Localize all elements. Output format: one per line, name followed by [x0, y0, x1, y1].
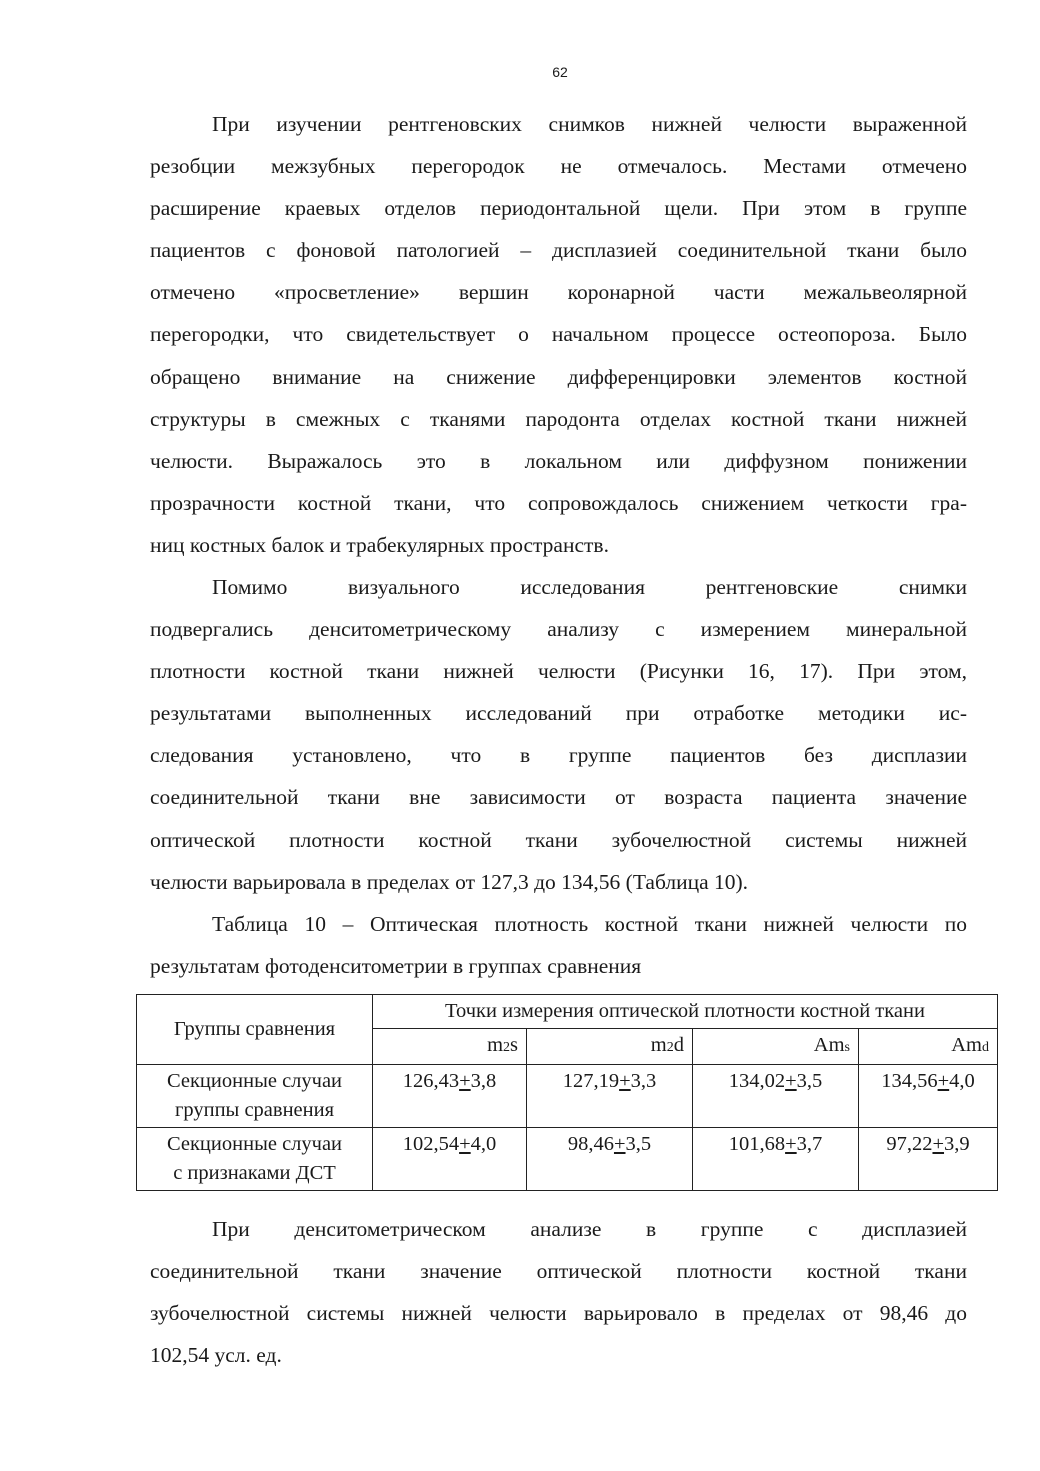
column-header-ams: Ams [693, 1029, 859, 1065]
paragraph-line: структуры в смежных с тканями пародонта отделах костной ткани нижней [150, 406, 967, 431]
value-cell: 127,19+3,3 [527, 1065, 693, 1128]
paragraph-line: зубочелюстной системы нижней челюсти варьировало в пределах от 98,46 до [150, 1301, 967, 1326]
value-cell: 126,43+3,8 [373, 1065, 527, 1128]
paragraph-3 [150, 1208, 967, 1376]
caption-line: Таблица 10 – Оптическая плотность костной ткани нижней челюсти по [212, 912, 967, 936]
paragraph-1 [150, 103, 967, 566]
value-cell: 98,46+3,5 [527, 1128, 693, 1191]
value-cell: 134,56+4,0 [859, 1065, 998, 1128]
paragraph-line: плотности костной ткани нижней челюсти (Рисунки 16, 17). При этом, [150, 659, 967, 684]
paragraph-line: обращено внимание на снижение дифференцировки элементов костной [150, 364, 967, 389]
table-header-row [137, 995, 998, 1029]
paragraph-line: При изучении рентгеновских снимков нижней челюсти выраженной [212, 112, 967, 136]
table-caption [150, 903, 967, 987]
paragraph-line: резобции межзубных перегородок не отмечалось. Местами отмечено [150, 154, 967, 179]
paragraph-line: челюсти. Выражалось это в локальном или диффузном понижении [150, 448, 967, 473]
table-row [137, 1065, 998, 1128]
page-number: 62 [552, 64, 568, 80]
paragraph-line: пациентов с фоновой патологией – дисплазией соединительной ткани было [150, 238, 967, 263]
paragraph-line: 102,54 усл. ед. [150, 1343, 282, 1368]
table-row [137, 1128, 998, 1191]
value-cell: 134,02+3,5 [693, 1065, 859, 1128]
paragraph-line: Помимо визуального исследования рентгеновские снимки [212, 575, 967, 599]
paragraph-line: расширение краевых отделов периодонтальной щели. При этом в группе [150, 196, 967, 221]
value-cell: 101,68+3,7 [693, 1128, 859, 1191]
paragraph-line: челюсти варьировала в пределах от 127,3 до 134,56 (Таблица 10). [150, 869, 749, 894]
group-name-cell: Секционные случаи с признаками ДСТ [137, 1128, 373, 1191]
density-table [136, 994, 998, 1191]
paragraph-line: отмечено «просветление» вершин коронарной части межальвеолярной [150, 280, 967, 305]
value-cell: 97,22+3,9 [859, 1128, 998, 1191]
paragraph-line: При денситометрическом анализе в группе с дисплазией [212, 1217, 967, 1241]
value-cell: 102,54+4,0 [373, 1128, 527, 1191]
paragraph-line: результатами выполненных исследований при отработке методики ис- [150, 701, 967, 726]
caption-line: результатам фотоденситометрии в группах сравнения [150, 954, 642, 979]
paragraph-2 [150, 566, 967, 903]
paragraph-line: прозрачности костной ткани, что сопровождалось снижением четкости гра- [150, 490, 967, 515]
paragraph-line: ниц костных балок и трабекулярных пространств. [150, 532, 609, 557]
paragraph-line: оптической плотности костной ткани зубочелюстной системы нижней [150, 827, 967, 852]
column-header-amd: Amd [859, 1029, 998, 1065]
paragraph-line: следования установлено, что в группе пациентов без дисплазии [150, 743, 967, 768]
column-header-m2d: m2d [527, 1029, 693, 1065]
paragraph-line: перегородки, что свидетельствует о начальном процессе остеопороза. Было [150, 322, 967, 347]
column-header-m2s: m2s [373, 1029, 527, 1065]
paragraph-line: подвергались денситометрическому анализу с измерением минеральной [150, 617, 967, 642]
points-header: Точки измерения оптической плотности костной ткани [373, 995, 998, 1029]
paragraph-line: соединительной ткани значение оптической плотности костной ткани [150, 1259, 967, 1284]
group-header: Группы сравнения [137, 995, 373, 1065]
paragraph-line: соединительной ткани вне зависимости от возраста пациента значение [150, 785, 967, 810]
group-name-cell: Секционные случаи группы сравнения [137, 1065, 373, 1128]
